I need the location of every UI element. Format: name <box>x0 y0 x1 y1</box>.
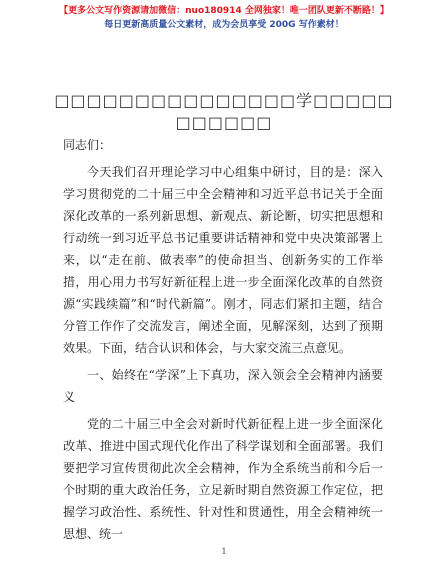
paragraph-intro: 今天我们召开理论学习中心组集中研讨，目的是：深入学习贯彻党的二十届三中全会精神和习近平总书记关于全面深化改革的一系列新思想、新观点、新论断，切实把思想和行动统一到习近平总书记重要讲话精神和党中央决策部署上来，以“走在前、做表率”的使命担当、创新务实的工作举措，用心用力书写好新征程上进一步全面深化改革的自然资源“实践续篇”和“时代新篇”。刚才，同志们紧扣主题，结合分管工作作了交流发言，阐述全面，见解深刻，达到了预期效果。下面，结合认识和体会，与大家交流三点意见。 <box>63 165 383 355</box>
promo-wechat-line: 【更多公文写作资源请加微信：nuo180914 全网独家！唯一团队更新不断路！】 <box>59 6 389 16</box>
page-number: 1 <box>221 547 227 556</box>
promo-membership-line: 每日更新高质量公文素材，成为会员享受 200G 写作素材！ <box>104 20 344 30</box>
paragraph-section-1: 党的二十届三中全会对新时代新征程上进一步全面深化改革、推进中国式现代化作出了科学谋划和全面部署。我们要把学习宣传贯彻此次全会精神，作为全系统当前和今后一个时期的重大政治任务，立足新时期自然资源工作定位，把握学习政治性、系统性、针对性和贯通性，用全会精神统一思想、统一 <box>63 417 383 541</box>
document-title: □□□□□□□□□□□□□□□学□□□□□□□□□□□ <box>54 91 394 132</box>
salutation: 同志们： <box>63 138 112 152</box>
section-heading-1: 一、始终在“学深”上下真功，深入领会全会精神内涵要义 <box>63 368 383 404</box>
promo-banner <box>0 5 448 31</box>
document-body <box>63 134 383 550</box>
